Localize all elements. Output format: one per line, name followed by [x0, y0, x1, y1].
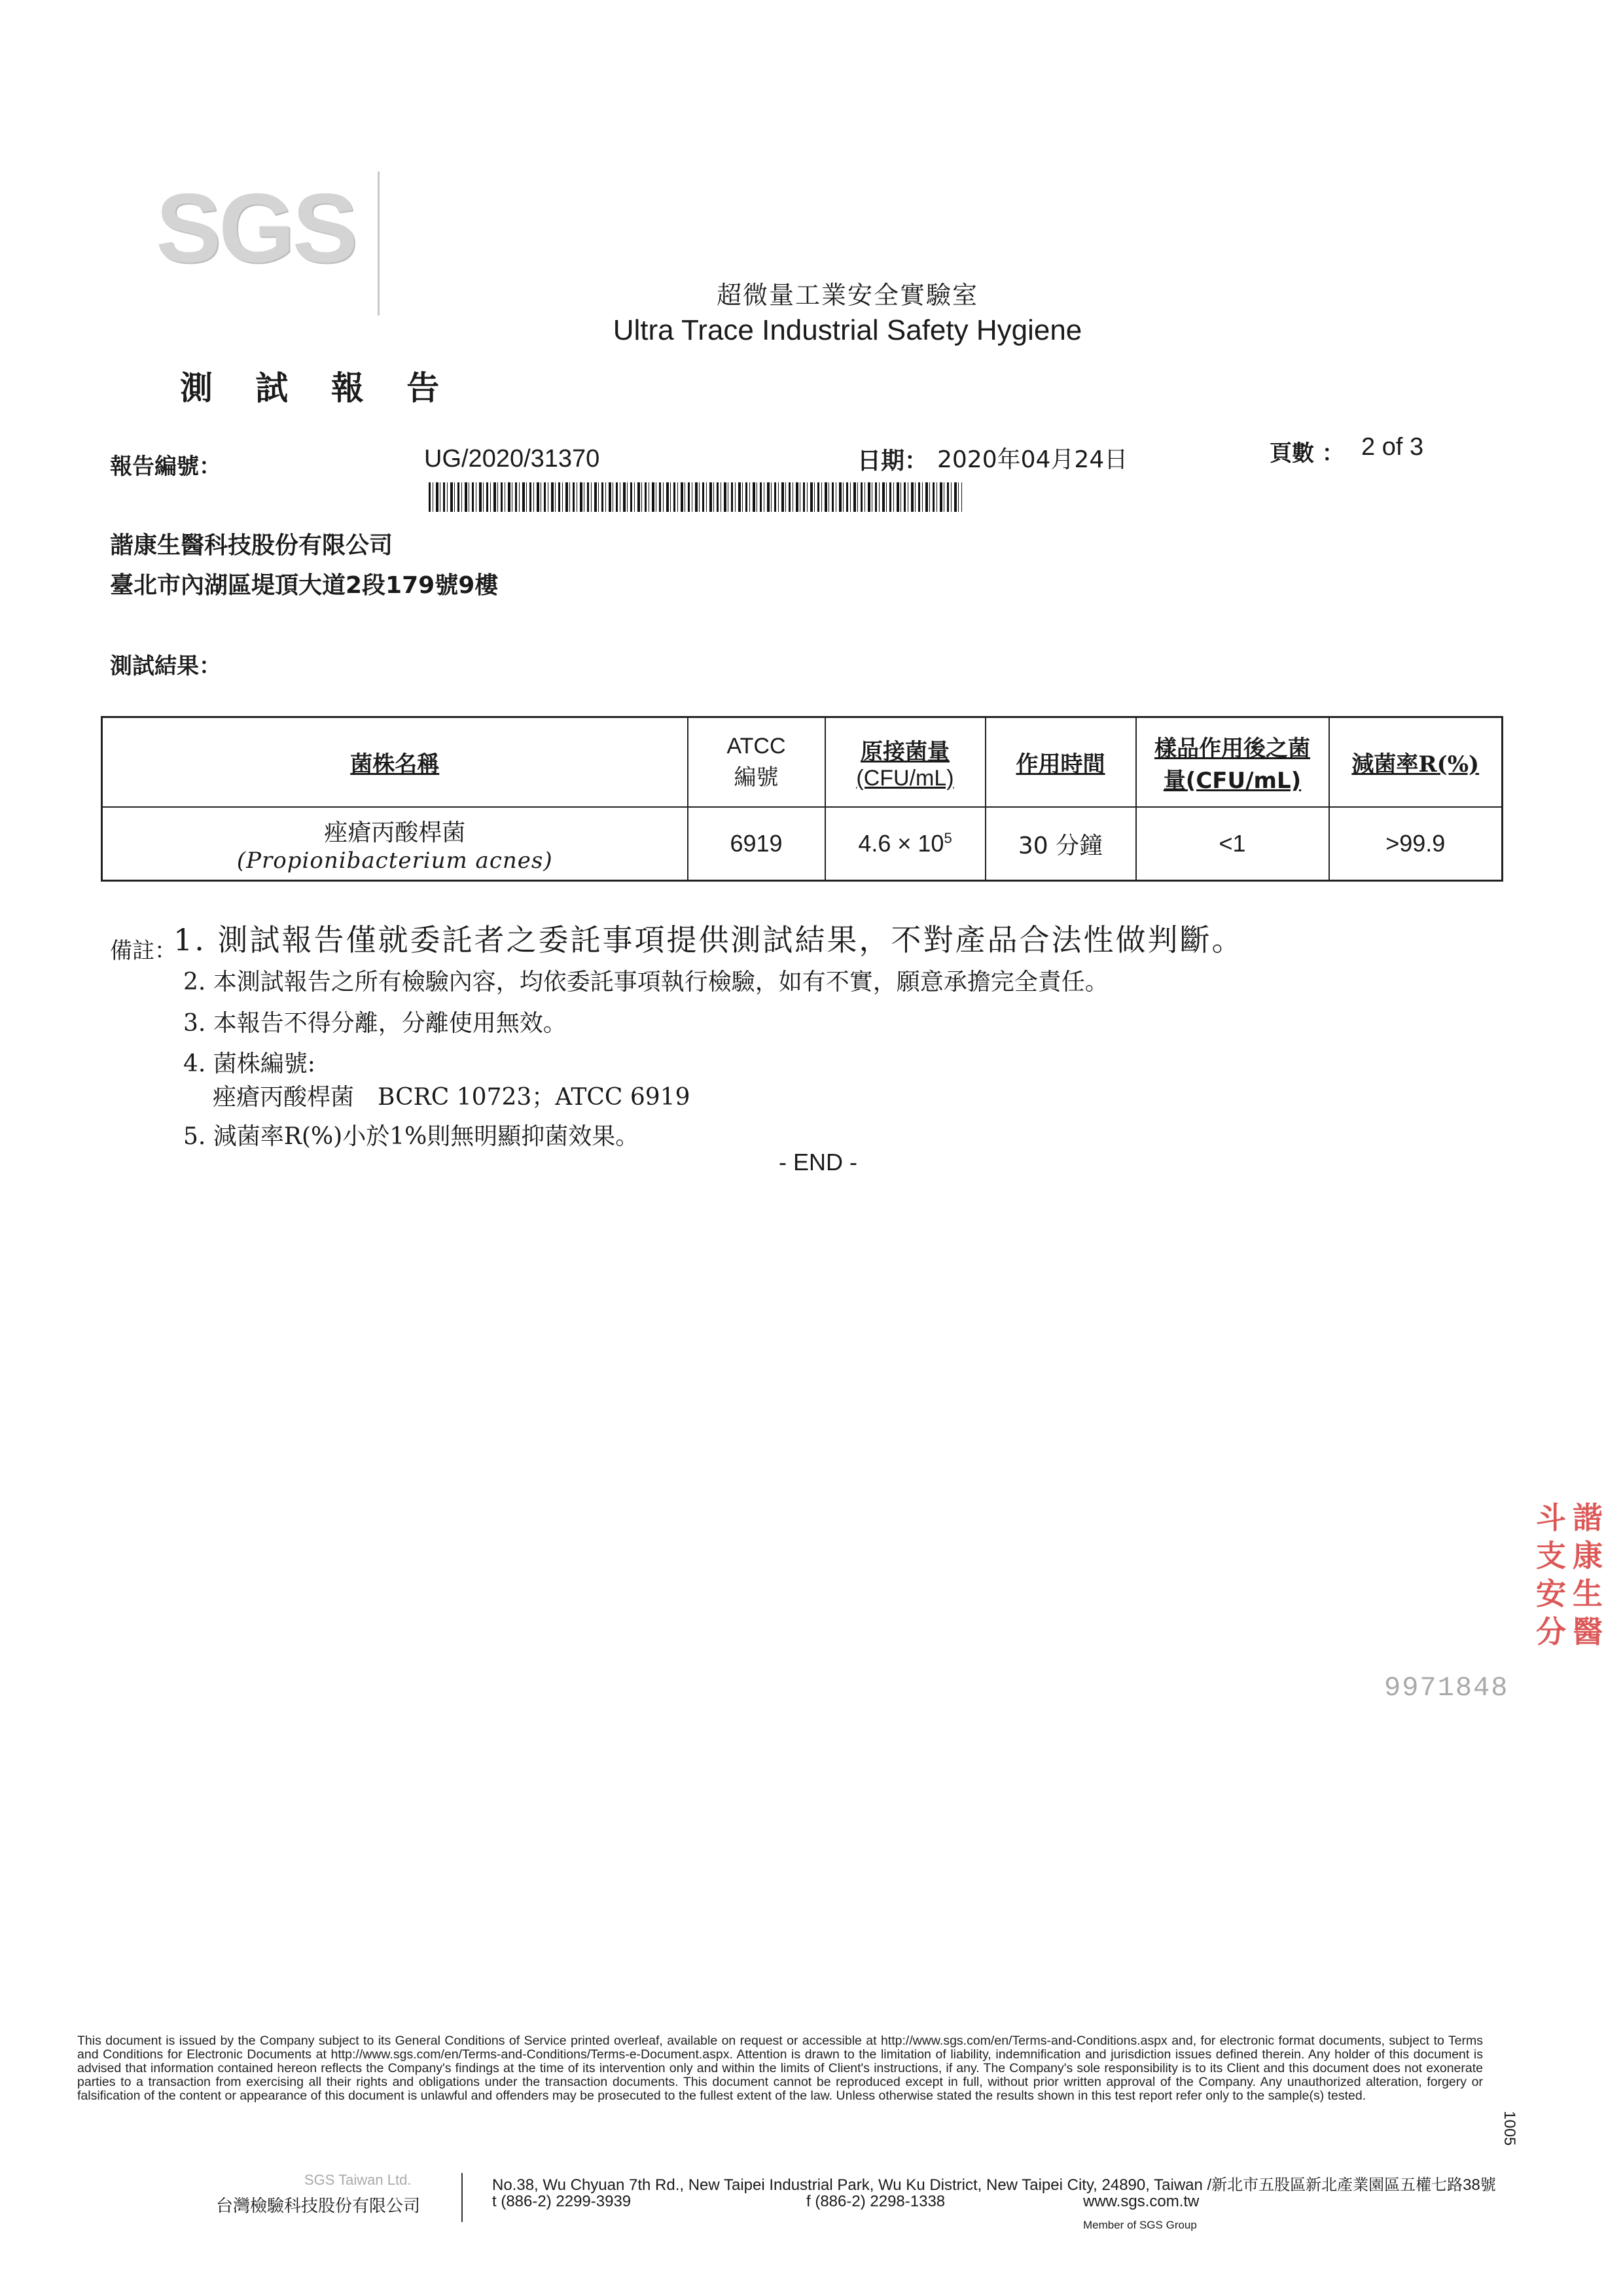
col-atcc-line1: ATCC: [726, 733, 786, 759]
initial-count-base: 4.6 × 10: [858, 830, 944, 857]
col-atcc: [688, 717, 825, 808]
note-item: 1. 測試報告僅就委託者之委託事項提供測試結果，不對產品合法性做判斷。: [173, 922, 1244, 958]
note-item: 2. 本測試報告之所有檢驗內容，均依委託事項執行檢驗，如有不實，願意承擔完全責任。: [183, 969, 1109, 996]
footer-member: Member of SGS Group: [1083, 2219, 1197, 2231]
seal-text-col1: 諧康生醫: [1573, 1500, 1603, 1649]
footer-company-zh: 台灣檢驗科技股份有限公司: [216, 2197, 421, 2216]
col-initial-line1: 原接菌量: [861, 738, 950, 765]
footer-website: www.sgs.com.tw: [1083, 2193, 1200, 2210]
initial-count-exponent: 5: [944, 830, 952, 846]
strain-name-zh: 痤瘡丙酸桿菌: [324, 819, 466, 846]
document-serial: 9971848: [1384, 1672, 1509, 1704]
col-contact-time-label: 作用時間: [1016, 751, 1105, 778]
footer-disclaimer: This document is issued by the Company subject to its General Conditions of Service printed overleaf, available on request or accessible at http://www.sgs.com/en/Terms-and-Conditions.aspx and, for electronic format documents, subject to Terms and Conditions for Electronic Documents at http://www.sgs.com/en/Terms-and-Conditions/Terms-e-Document.aspx. Attention is drawn to the limitation of liability, indemnification and jurisdiction issues defined therein. Any holder of this document is advised that information contained hereon reflects the Company's findings at the time of its intervention only and within the limits of Client's instructions, if any. The Company's sole responsibility is to its Client and this document does not exonerate parties to a transaction from exercising all their rights and obligations under the transaction documents. This document cannot be reproduced except in full, without prior written approval of the Company. Any unauthorized alteration, forgery or falsification of the content or appearance of this document is unlawful and offenders may be prosecuted to the fullest extent of the law. Unless otherwise stated the results shown in this test report refer only to the sample(s) tested.: [77, 2034, 1483, 2103]
col-initial-line2: (CFU/mL): [856, 765, 954, 791]
table-header-row: [102, 717, 1503, 808]
notes-label: 備註：: [110, 938, 177, 964]
col-reduction-rate: [1329, 717, 1503, 808]
note-item: 5. 減菌率R(%)小於1%則無明顯抑菌效果。: [183, 1123, 639, 1150]
results-label: 測試結果：: [110, 653, 221, 679]
results-table: [101, 716, 1503, 882]
report-no: UG/2020/31370: [424, 445, 600, 473]
date-value: 2020年04月24日: [937, 446, 1128, 473]
end-marker: - END -: [779, 1149, 857, 1175]
strain-name-scientific: (Propionibacterium acnes): [236, 847, 553, 874]
table-row: [102, 807, 1503, 881]
note-item: 3. 本報告不得分離，分離使用無效。: [183, 1010, 567, 1037]
cell-after-count: <1: [1136, 807, 1329, 881]
col-after-count: [1136, 717, 1329, 808]
report-no-label: 報告編號：: [110, 454, 221, 480]
sgs-logo-text: SGS: [156, 173, 355, 283]
footer-sgs-taiwan: SGS Taiwan Ltd.: [304, 2172, 412, 2188]
col-reduction-rate-label: 減菌率R(%): [1351, 751, 1480, 778]
barcode: [429, 482, 962, 512]
note-item-strain-codes: 痤瘡丙酸桿菌 BCRC 10723；ATCC 6919: [213, 1084, 690, 1111]
footer-divider: [461, 2173, 463, 2222]
col-after-line2: 量(CFU/mL): [1163, 767, 1302, 794]
cell-atcc-no: 6919: [688, 807, 825, 881]
document-title: 測 試 報 告: [180, 368, 455, 407]
col-atcc-line2: 編號: [734, 764, 779, 791]
footer-address: No.38, Wu Chyuan 7th Rd., New Taipei Industrial Park, Wu Ku District, New Taipei City, 24890, Taiwan /新北市五股區新北產業園區五權七路38號: [492, 2176, 1496, 2194]
cell-contact-time: 30 分鐘: [986, 807, 1136, 881]
page-label: 頁數 ：: [1270, 440, 1344, 467]
cell-reduction-rate: >99.9: [1329, 807, 1503, 881]
page-value: 2 of 3: [1361, 433, 1424, 461]
date-label: 日期：: [857, 448, 929, 475]
cell-strain: [102, 807, 688, 881]
company-seal: [1535, 1499, 1607, 1702]
col-strain-name: [102, 717, 688, 808]
lab-name-en: Ultra Trace Industrial Safety Hygiene: [613, 314, 1082, 346]
footer-phone: t (886-2) 2299-3939: [492, 2193, 632, 2210]
col-strain-name-label: 菌株名稱: [350, 751, 440, 778]
client-company: 諧康生醫科技股份有限公司: [110, 532, 393, 559]
col-after-line1: 樣品作用後之菌: [1154, 735, 1310, 762]
lab-name-zh: 超微量工業安全實驗室: [716, 281, 978, 310]
col-contact-time: [986, 717, 1136, 808]
client-address: 臺北市內湖區堤頂大道2段179號9樓: [110, 572, 499, 599]
col-initial-count: [825, 717, 986, 808]
footer-fax: f (886-2) 2298-1338: [806, 2193, 946, 2210]
side-code: 1005: [1501, 2111, 1518, 2146]
cell-initial-count: [825, 807, 986, 881]
note-item: 4. 菌株編號:: [183, 1050, 315, 1077]
seal-text-col2: 斗支安分: [1536, 1500, 1566, 1649]
